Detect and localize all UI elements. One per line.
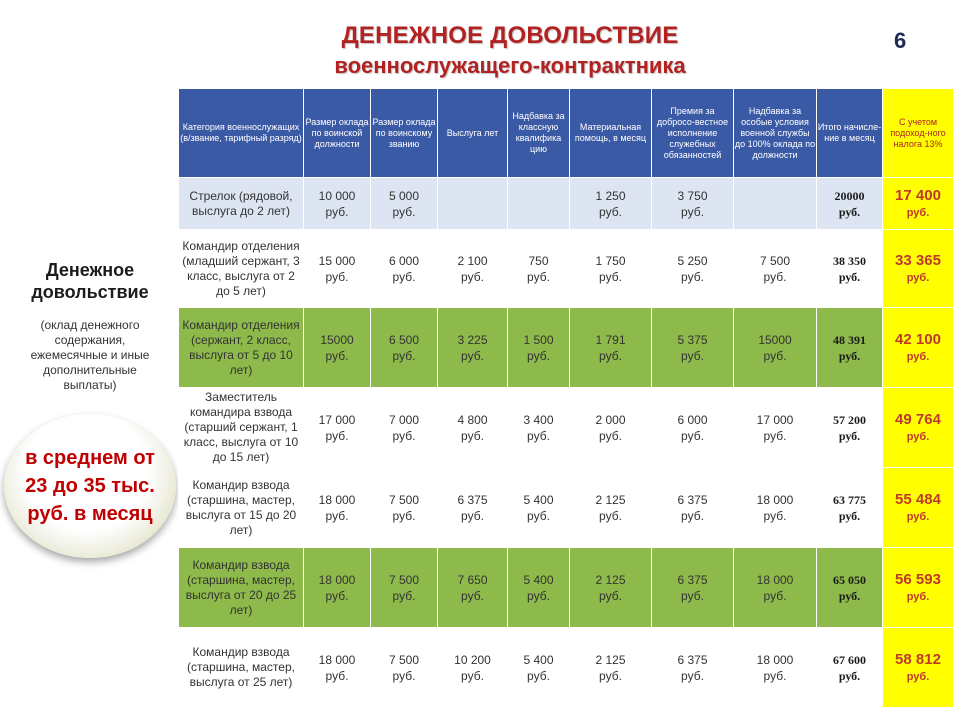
table-row [179, 230, 954, 308]
cell-unit: руб. [838, 588, 861, 603]
header-row [179, 89, 954, 178]
row-category: Командир отделения (сержант, 2 класс, выслуга от 5 до 10 лет) [179, 308, 304, 388]
cell-after-tax [883, 178, 954, 230]
cell-unit: руб. [906, 430, 930, 443]
cell-value: 18 000 [756, 492, 794, 507]
cell-unit: руб. [906, 271, 930, 284]
cell-bonus [652, 388, 734, 468]
cell-after-tax [883, 308, 954, 388]
cell-unit: руб. [906, 510, 930, 523]
cell-class-bonus [508, 178, 570, 230]
cell-value: 18 000 [318, 652, 356, 667]
cell-value: 5 400 [523, 652, 554, 667]
page-number: 6 [894, 28, 907, 53]
header-rank-salary: Размер оклада по воинскому званию [371, 89, 438, 178]
cell-unit: руб. [392, 269, 416, 284]
cell-value: 4 800 [457, 412, 488, 427]
cell-value: 6 375 [677, 492, 708, 507]
cell-value: 3 225 [457, 332, 488, 347]
cell-seniority [438, 628, 508, 708]
cell-value: 7 500 [388, 492, 420, 507]
cell-unit: руб. [599, 428, 622, 443]
cell-after-tax [883, 230, 954, 308]
cell-value: 65 050 [833, 572, 866, 587]
table-row [179, 468, 954, 548]
cell-value: 15000 [320, 332, 354, 347]
cell-value: 18 000 [318, 572, 356, 587]
cell-unit: руб. [599, 588, 622, 603]
cell-bonus [652, 178, 734, 230]
cell-after-tax [883, 628, 954, 708]
header-seniority: Выслуга лет [438, 89, 508, 178]
cell-value: 42 100 [895, 330, 941, 348]
cell-value: 1 750 [595, 253, 626, 268]
cell-unit: руб. [392, 588, 416, 603]
cell-value: 6 500 [388, 332, 420, 347]
cell-unit: руб. [599, 269, 622, 284]
cell-class-bonus [508, 230, 570, 308]
cell-rank-salary [371, 230, 438, 308]
cell-rank-salary [371, 178, 438, 230]
cell-unit: руб. [763, 668, 787, 683]
pay-table [178, 88, 954, 708]
row-category: Командир отделения (младший сержант, 3 класс, выслуга от 2 до 5 лет) [179, 230, 304, 308]
cell-unit: руб. [325, 588, 349, 603]
cell-total [817, 230, 883, 308]
cell-value: 18 000 [318, 492, 356, 507]
row-category: Заместитель командира взвода (старший сержант, 1 класс, выслуга от 10 до 15 лет) [179, 388, 304, 468]
cell-value: 6 375 [677, 652, 708, 667]
cell-unit: руб. [906, 206, 930, 219]
page-subtitle: военнослужащего-контрактника [334, 53, 686, 78]
table-row [179, 548, 954, 628]
table-row [179, 178, 954, 230]
cell-rank-salary [371, 628, 438, 708]
cell-unit: руб. [527, 428, 550, 443]
cell-material-aid [570, 548, 652, 628]
cell-value: 7 500 [759, 253, 791, 268]
cell-unit: руб. [599, 204, 622, 219]
cell-unit: руб. [763, 428, 787, 443]
cell-unit: руб. [392, 204, 416, 219]
cell-value: 2 125 [595, 572, 626, 587]
cell-value: 5 000 [388, 188, 420, 203]
cell-value: 1 500 [523, 332, 554, 347]
cell-position-salary [304, 628, 371, 708]
cell-unit: руб. [906, 590, 930, 603]
cell-unit: руб. [763, 348, 787, 363]
cell-unit: руб. [681, 668, 704, 683]
cell-value: 5 400 [523, 572, 554, 587]
cell-total [817, 178, 883, 230]
cell-seniority [438, 178, 508, 230]
cell-material-aid [570, 468, 652, 548]
cell-special-conditions [734, 308, 817, 388]
cell-special-conditions [734, 230, 817, 308]
cell-value: 57 200 [833, 412, 866, 427]
cell-value: 3 750 [677, 188, 708, 203]
cell-position-salary [304, 468, 371, 548]
cell-value: 38 350 [833, 253, 866, 268]
header-bonus: Премия за добросо-вестное исполнение служебных обязанностей [652, 89, 734, 178]
cell-total [817, 308, 883, 388]
side-note: (оклад денежного содержания, ежемесячные и иные дополнительные выплаты) [30, 318, 150, 392]
cell-unit: руб. [681, 428, 704, 443]
cell-bonus [652, 308, 734, 388]
cell-value: 56 593 [895, 570, 941, 588]
cell-unit: руб. [838, 204, 861, 219]
row-category: Командир взвода (старшина, мастер, выслуга от 20 до 25 лет) [179, 548, 304, 628]
cell-value: 17 000 [318, 412, 356, 427]
cell-value: 5 250 [677, 253, 708, 268]
cell-bonus [652, 468, 734, 548]
cell-value: 10 200 [454, 652, 491, 667]
cell-unit: руб. [681, 348, 704, 363]
cell-special-conditions [734, 178, 817, 230]
cell-seniority [438, 548, 508, 628]
cell-value: 6 375 [457, 492, 488, 507]
cell-rank-salary [371, 468, 438, 548]
cell-unit: руб. [392, 348, 416, 363]
header-category: Категория военнослужащих (в/звание, тарифный разряд) [179, 89, 304, 178]
cell-position-salary [304, 548, 371, 628]
cell-value: 750 [528, 253, 549, 268]
cell-unit: руб. [599, 508, 622, 523]
header-special-conditions: Надбавка за особые условия военной службы до 100% оклада по должности [734, 89, 817, 178]
cell-rank-salary [371, 388, 438, 468]
cell-unit: руб. [527, 668, 550, 683]
cell-seniority [438, 468, 508, 548]
cell-value: 1 791 [595, 332, 626, 347]
cell-total [817, 548, 883, 628]
cell-material-aid [570, 628, 652, 708]
cell-value: 3 400 [523, 412, 554, 427]
cell-unit: руб. [763, 508, 787, 523]
cell-value: 5 400 [523, 492, 554, 507]
cell-unit: руб. [461, 428, 484, 443]
cell-special-conditions [734, 388, 817, 468]
cell-position-salary [304, 178, 371, 230]
cell-unit: руб. [681, 588, 704, 603]
table-row [179, 308, 954, 388]
table-row [179, 388, 954, 468]
cell-unit: руб. [527, 588, 550, 603]
cell-value: 5 375 [677, 332, 708, 347]
cell-unit: руб. [325, 269, 349, 284]
cell-material-aid [570, 388, 652, 468]
cell-value: 17 000 [756, 412, 794, 427]
cell-value: 7 500 [388, 572, 420, 587]
table-row [179, 628, 954, 708]
cell-special-conditions [734, 468, 817, 548]
row-category: Командир взвода (старшина, мастер, выслуга от 15 до 20 лет) [179, 468, 304, 548]
cell-value: 6 375 [677, 572, 708, 587]
cell-bonus [652, 230, 734, 308]
cell-after-tax [883, 388, 954, 468]
average-salary-bubble [4, 414, 176, 558]
cell-unit: руб. [392, 508, 416, 523]
cell-value: 15000 [758, 332, 792, 347]
page-title: ДЕНЕЖНОЕ ДОВОЛЬСТВИЕ [341, 22, 679, 49]
cell-unit: руб. [527, 508, 550, 523]
header-position-salary: Размер оклада по воинской должности [304, 89, 371, 178]
cell-unit: руб. [763, 269, 787, 284]
cell-value: 10 000 [318, 188, 356, 203]
cell-unit: руб. [461, 348, 484, 363]
cell-material-aid [570, 178, 652, 230]
cell-value: 1 250 [595, 188, 626, 203]
cell-unit: руб. [461, 668, 484, 683]
cell-unit: руб. [906, 350, 930, 363]
cell-unit: руб. [681, 204, 704, 219]
cell-class-bonus [508, 548, 570, 628]
cell-unit: руб. [325, 204, 349, 219]
cell-after-tax [883, 548, 954, 628]
cell-class-bonus [508, 388, 570, 468]
cell-value: 33 365 [895, 251, 941, 269]
header-class-bonus: Надбавка за классную квалифика цию [508, 89, 570, 178]
cell-unit: руб. [763, 588, 787, 603]
cell-unit: руб. [461, 508, 484, 523]
cell-value: 17 400 [895, 186, 941, 204]
cell-value: 58 812 [895, 650, 941, 668]
cell-material-aid [570, 308, 652, 388]
cell-value: 7 000 [388, 412, 420, 427]
cell-class-bonus [508, 468, 570, 548]
cell-unit: руб. [599, 668, 622, 683]
cell-value: 55 484 [895, 490, 941, 508]
cell-unit: руб. [838, 428, 861, 443]
cell-unit: руб. [527, 269, 550, 284]
cell-unit: руб. [527, 348, 550, 363]
cell-special-conditions [734, 548, 817, 628]
row-category: Стрелок (рядовой, выслуга до 2 лет) [179, 178, 304, 230]
cell-unit: руб. [325, 508, 349, 523]
cell-value: 2 125 [595, 652, 626, 667]
cell-seniority [438, 308, 508, 388]
cell-unit: руб. [392, 668, 416, 683]
cell-unit: руб. [838, 668, 861, 683]
cell-bonus [652, 548, 734, 628]
cell-value: 2 125 [595, 492, 626, 507]
cell-unit: руб. [681, 508, 704, 523]
cell-value: 20000 [834, 188, 865, 203]
cell-unit: руб. [838, 508, 861, 523]
cell-value: 7 500 [388, 652, 420, 667]
cell-position-salary [304, 308, 371, 388]
header-material-aid: Материальная помощь, в месяц [570, 89, 652, 178]
header-total: Итого начисле-ние в месяц [817, 89, 883, 178]
cell-value: 18 000 [756, 652, 794, 667]
cell-unit: руб. [325, 668, 349, 683]
cell-unit: руб. [392, 428, 416, 443]
cell-unit: руб. [461, 588, 484, 603]
cell-value: 6 000 [677, 412, 708, 427]
cell-unit: руб. [838, 269, 861, 284]
cell-value: 2 000 [595, 412, 626, 427]
bubble-text: в среднем от 23 до 35 тыс. руб. в месяц [25, 447, 155, 525]
cell-value: 49 764 [895, 410, 941, 428]
cell-bonus [652, 628, 734, 708]
cell-value: 48 391 [833, 332, 866, 347]
cell-value: 6 000 [388, 253, 420, 268]
cell-unit: руб. [461, 269, 484, 284]
cell-value: 18 000 [756, 572, 794, 587]
side-title: Денежное довольствие [31, 260, 149, 302]
cell-value: 7 650 [457, 572, 488, 587]
cell-value: 67 600 [833, 652, 866, 667]
cell-total [817, 468, 883, 548]
cell-position-salary [304, 230, 371, 308]
cell-after-tax [883, 468, 954, 548]
cell-value: 2 100 [457, 253, 488, 268]
cell-unit: руб. [681, 269, 704, 284]
row-category: Командир взвода (старшина, мастер, выслуга от 25 лет) [179, 628, 304, 708]
cell-special-conditions [734, 628, 817, 708]
cell-class-bonus [508, 628, 570, 708]
cell-material-aid [570, 230, 652, 308]
cell-value: 63 775 [833, 492, 866, 507]
cell-class-bonus [508, 308, 570, 388]
cell-unit: руб. [325, 428, 349, 443]
cell-total [817, 388, 883, 468]
cell-unit: руб. [599, 348, 622, 363]
cell-seniority [438, 388, 508, 468]
cell-total [817, 628, 883, 708]
header-after-tax: С учетом подоход-ного налога 13% [883, 89, 954, 178]
cell-rank-salary [371, 308, 438, 388]
cell-seniority [438, 230, 508, 308]
cell-unit: руб. [838, 348, 861, 363]
cell-unit: руб. [325, 348, 349, 363]
cell-rank-salary [371, 548, 438, 628]
cell-value: 15 000 [318, 253, 356, 268]
cell-position-salary [304, 388, 371, 468]
cell-unit: руб. [906, 670, 930, 683]
